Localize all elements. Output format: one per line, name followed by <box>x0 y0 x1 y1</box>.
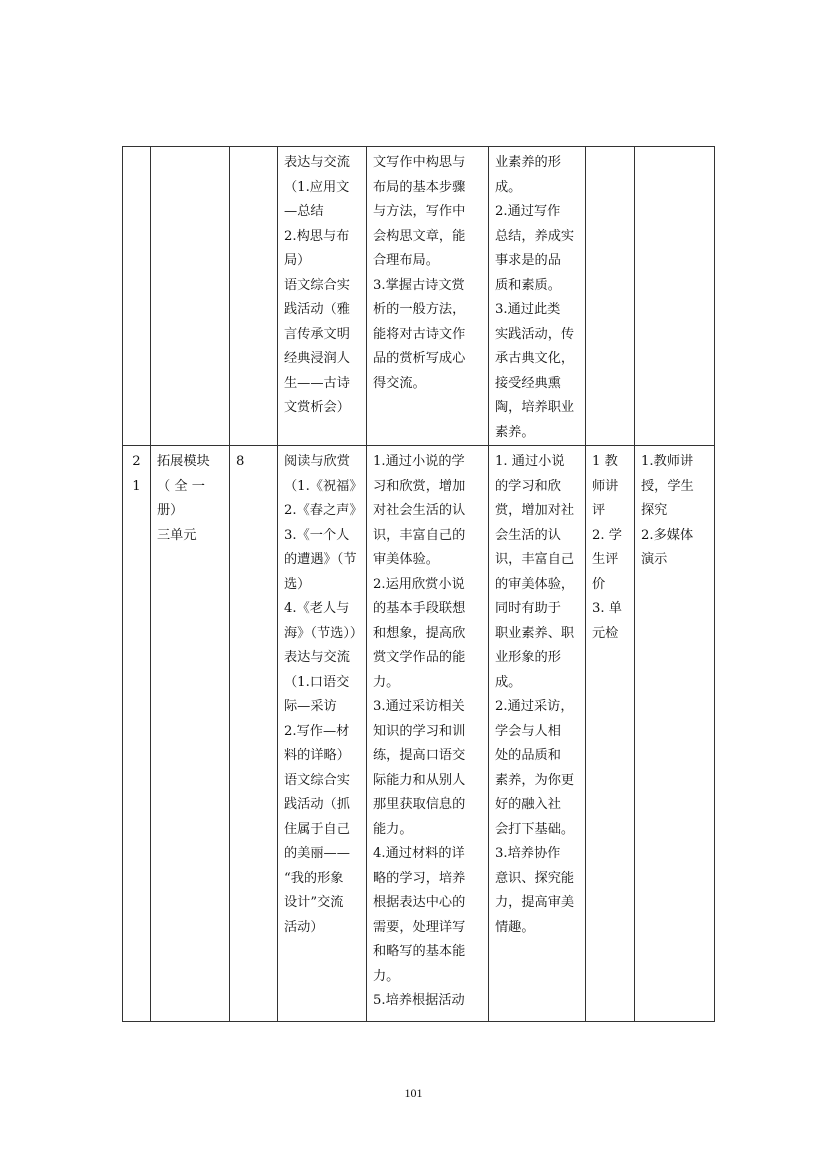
cell-line: 对社会生活的认 <box>373 503 466 518</box>
cell-line: 那里获取信息的 <box>373 797 466 812</box>
cell-line: 情趣。 <box>495 919 535 935</box>
cell-line: 3.培养协作 <box>495 846 561 861</box>
cell-literacy <box>489 147 586 446</box>
cell-line: 料的详略） <box>284 748 350 763</box>
cell-line: 选） <box>284 576 311 592</box>
cell-hours-text: 8 <box>236 454 245 469</box>
cell-line: 2.多媒体 <box>641 527 694 543</box>
cell-line: 1.教师讲 <box>641 454 694 469</box>
cell-line: 元检 <box>592 625 619 641</box>
cell-line: 1. 通过小说 <box>495 454 565 469</box>
cell-line: 能将对古诗文作 <box>373 326 466 342</box>
cell-line: 2.构思与布 <box>284 228 350 244</box>
cell-line: 力。 <box>373 968 400 984</box>
cell-line: 析的一般方法， <box>373 302 466 317</box>
cell-line: 品的赏析写成心 <box>373 351 466 366</box>
cell-line: 会构思文章，能 <box>373 228 466 244</box>
cell-line: 素养，为你更 <box>495 772 575 788</box>
cell-line: 的基本手段联想 <box>373 601 466 616</box>
cell-line: 2.通过写作 <box>495 204 561 219</box>
cell-method <box>635 147 715 446</box>
page-number: 101 <box>404 1086 423 1100</box>
cell-line: 与方法，写作中 <box>373 204 466 219</box>
cell-line: 语文综合实 <box>284 772 350 788</box>
cell-goals <box>367 446 489 1022</box>
cell-evaluation <box>586 147 635 446</box>
cell-line: 知识的学习和训 <box>373 723 466 739</box>
cell-line: 海》（节选）） <box>284 625 364 641</box>
cell-line: 2.写作—材 <box>284 723 350 739</box>
cell-line: 2.《春之声》 <box>284 503 363 518</box>
cell-line: 职业素养、职 <box>495 625 575 641</box>
cell-number <box>123 446 151 1022</box>
cell-line: 的学习和欣 <box>495 478 561 494</box>
cell-line: 住属于自己 <box>284 821 350 837</box>
cell-line: 质和素质。 <box>495 277 561 293</box>
cell-module <box>151 147 230 446</box>
cell-line: 2. 学 <box>592 527 622 543</box>
cell-line: 2.通过采访， <box>495 699 574 714</box>
table-row <box>123 446 715 1022</box>
cell-line: 3.通过此类 <box>495 302 561 317</box>
cell-content <box>278 446 367 1022</box>
cell-content <box>278 147 367 446</box>
cell-line: 探究 <box>641 503 668 518</box>
cell-line: 文赏析会） <box>284 400 350 415</box>
cell-line: 活动） <box>284 919 324 935</box>
cell-line: 三单元 <box>157 527 197 543</box>
cell-line: 1 教 <box>592 454 618 469</box>
table-body <box>123 147 715 1022</box>
cell-module <box>151 446 230 1022</box>
cell-hours <box>230 446 278 1022</box>
cell-line: 合理布局。 <box>373 253 439 268</box>
cell-line: 设计”交流 <box>284 895 344 910</box>
cell-line: 实践活动，传 <box>495 326 575 342</box>
cell-line: 布局的基本步骤 <box>373 179 466 195</box>
cell-line: 2.运用欣赏小说 <box>373 576 465 592</box>
cell-line: 局） <box>284 253 311 268</box>
cell-hours <box>230 147 278 446</box>
cell-line: 会生活的认 <box>495 527 561 543</box>
table-row <box>123 147 715 446</box>
cell-line: 3.《一个人 <box>284 527 350 543</box>
cell-line: 的审美体验， <box>495 576 575 592</box>
cell-line: 业素养的形 <box>495 155 561 170</box>
cell-method <box>635 446 715 1022</box>
cell-line: 生评 <box>592 552 619 567</box>
cell-line: 评 <box>592 503 606 518</box>
cell-line: 力，提高审美 <box>495 895 575 910</box>
cell-line: 文写作中构思与 <box>373 155 466 170</box>
cell-line: 和想象，提高欣 <box>373 625 466 641</box>
cell-line: 际能力和从别人 <box>373 772 466 788</box>
cell-line: 需要，处理详写 <box>373 919 466 935</box>
cell-number-text: 21 <box>132 454 141 494</box>
cell-line: 承古典文化， <box>495 351 575 366</box>
cell-line: 1.通过小说的学 <box>373 454 465 469</box>
cell-line: 和略写的基本能 <box>373 944 466 959</box>
cell-line: 得交流。 <box>373 375 426 391</box>
cell-line: 素养。 <box>495 424 535 440</box>
cell-line: “我的形象 <box>284 870 344 886</box>
cell-line: 业形象的形 <box>495 650 561 665</box>
cell-line: 的美丽—— <box>284 846 350 861</box>
cell-line: 练，提高口语交 <box>373 748 466 763</box>
cell-line: 践活动（抓 <box>284 797 350 812</box>
cell-line: 赏，增加对社 <box>495 503 575 518</box>
cell-number <box>123 147 151 446</box>
cell-line: 同时有助于 <box>495 601 561 616</box>
cell-line: 3.通过采访相关 <box>373 699 465 714</box>
cell-line: 接受经典熏 <box>495 375 561 391</box>
cell-line: 表达与交流 <box>284 650 350 665</box>
cell-line: 践活动（雅 <box>284 302 350 317</box>
cell-line: 语文综合实 <box>284 277 350 293</box>
cell-goals <box>367 147 489 446</box>
cell-line: 师讲 <box>592 478 619 494</box>
cell-line: 意识、探究能 <box>495 870 575 886</box>
cell-line: 成。 <box>495 674 522 690</box>
cell-line: 学会与人相 <box>495 723 561 739</box>
cell-line: 好的融入社 <box>495 797 561 812</box>
cell-line: 审美体验。 <box>373 552 439 567</box>
cell-line: 能力。 <box>373 821 413 837</box>
cell-line: —总结 <box>284 204 324 219</box>
cell-line: 略的学习，培养 <box>373 870 466 886</box>
cell-line: 3. 单 <box>592 601 622 616</box>
cell-line: （1.应用文 <box>284 179 350 195</box>
cell-line: 的遭遇》（节 <box>284 552 357 567</box>
cell-line: 册） <box>157 503 184 518</box>
cell-line: 习和欣赏，增加 <box>373 478 466 494</box>
cell-line: 识，丰富自己 <box>495 552 575 567</box>
cell-line: 事求是的品 <box>495 253 561 268</box>
cell-line: 会打下基础。 <box>495 821 575 837</box>
cell-line: 处的品质和 <box>495 748 561 763</box>
cell-line: （1.《祝福》 <box>284 478 363 494</box>
cell-line: 力。 <box>373 674 400 690</box>
cell-line: 授，学生 <box>641 478 694 494</box>
cell-line: 表达与交流 <box>284 155 350 170</box>
cell-line: （ 全 一 <box>157 478 205 494</box>
cell-line: 3.掌握古诗文赏 <box>373 277 465 293</box>
cell-line: 演示 <box>641 552 668 567</box>
cell-literacy <box>489 446 586 1022</box>
cell-line: 阅读与欣赏 <box>284 454 350 469</box>
cell-line: 赏文学作品的能 <box>373 650 466 665</box>
cell-line: 成。 <box>495 179 522 195</box>
cell-line: 经典浸润人 <box>284 351 350 366</box>
cell-line: 言传承文明 <box>284 326 350 342</box>
cell-line: 生——古诗 <box>284 375 350 391</box>
cell-line: 际—采访 <box>284 699 337 714</box>
cell-line: 拓展模块 <box>157 454 210 469</box>
cell-line: 4.《老人与 <box>284 601 350 616</box>
cell-line: 价 <box>592 576 606 592</box>
cell-line: 4.通过材料的详 <box>373 846 465 861</box>
cell-line: 根据表达中心的 <box>373 895 466 910</box>
cell-line: 识，丰富自己的 <box>373 527 466 543</box>
cell-evaluation <box>586 446 635 1022</box>
curriculum-table <box>122 146 715 1022</box>
cell-line: 总结，养成实 <box>495 228 575 244</box>
cell-line: （1.口语交 <box>284 674 350 690</box>
cell-line: 陶，培养职业 <box>495 400 575 415</box>
cell-line: 5.培养根据活动 <box>373 993 465 1008</box>
